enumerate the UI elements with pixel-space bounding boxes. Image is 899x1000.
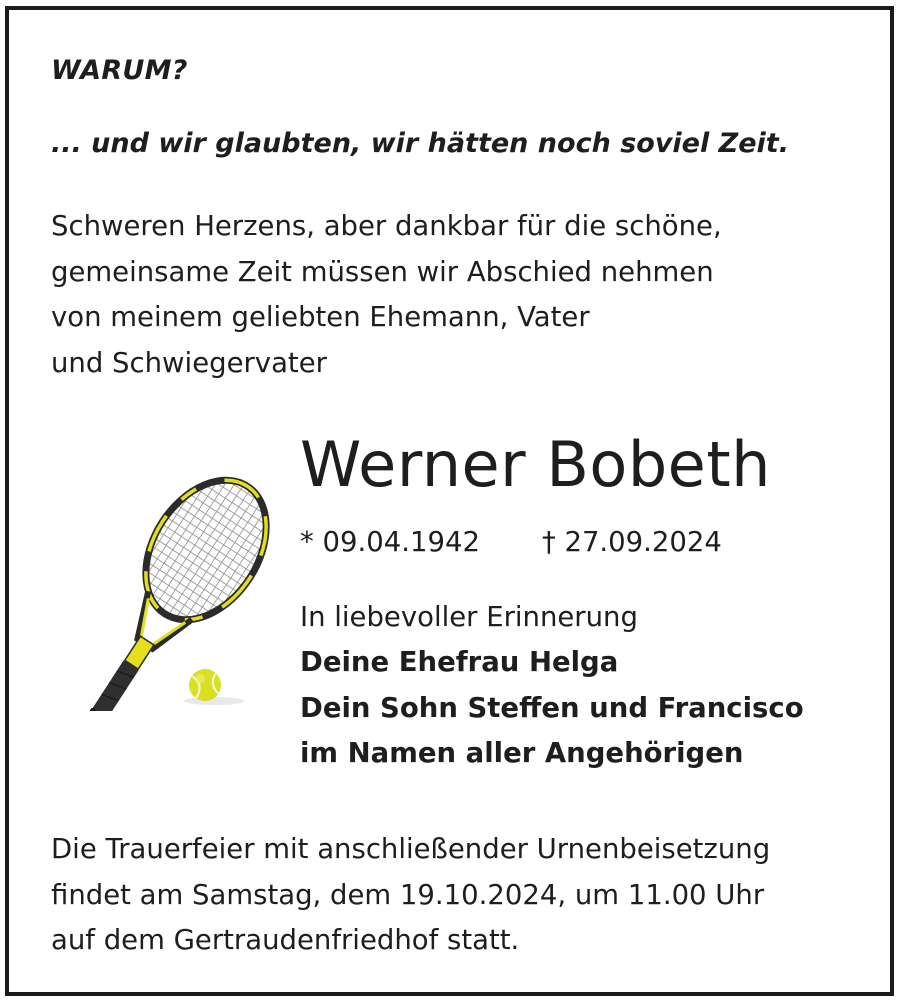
birth-date: * 09.04.1942 — [300, 526, 480, 558]
funeral-info — [51, 827, 770, 964]
funeral-line: Die Trauerfeier mit anschließender Urnenbeisetzung — [51, 833, 771, 865]
intro-line: gemeinsame Zeit müssen wir Abschied nehmen — [51, 255, 714, 288]
intro-text — [51, 204, 722, 386]
deceased-name: Werner Bobeth — [300, 428, 771, 501]
signer-line: Deine Ehefrau Helga — [300, 646, 619, 678]
life-dates — [300, 522, 722, 562]
motto-question: WARUM? — [51, 55, 188, 86]
memory-phrase: In liebevoller Erinnerung — [300, 601, 638, 633]
signer-line: Dein Sohn Steffen und Francisco — [300, 691, 804, 724]
funeral-line: findet am Samstag, dem 19.10.2024, um 11.00 Uhr — [51, 878, 765, 911]
motto-line: ... und wir glaubten, wir hätten noch soviel Zeit. — [51, 128, 789, 159]
tennis-racket-icon — [36, 466, 286, 711]
death-date: † 27.09.2024 — [541, 526, 722, 558]
tennis-ball-icon — [189, 669, 221, 701]
intro-line: und Schwiegervater — [51, 346, 327, 379]
signers-list — [300, 640, 804, 777]
intro-line: Schweren Herzens, aber dankbar für die schöne, — [51, 210, 722, 242]
intro-line: von meinem geliebten Ehemann, Vater — [51, 301, 590, 333]
signer-line: im Namen aller Angehörigen — [300, 737, 744, 769]
funeral-line: auf dem Gertraudenfriedhof statt. — [51, 924, 520, 956]
